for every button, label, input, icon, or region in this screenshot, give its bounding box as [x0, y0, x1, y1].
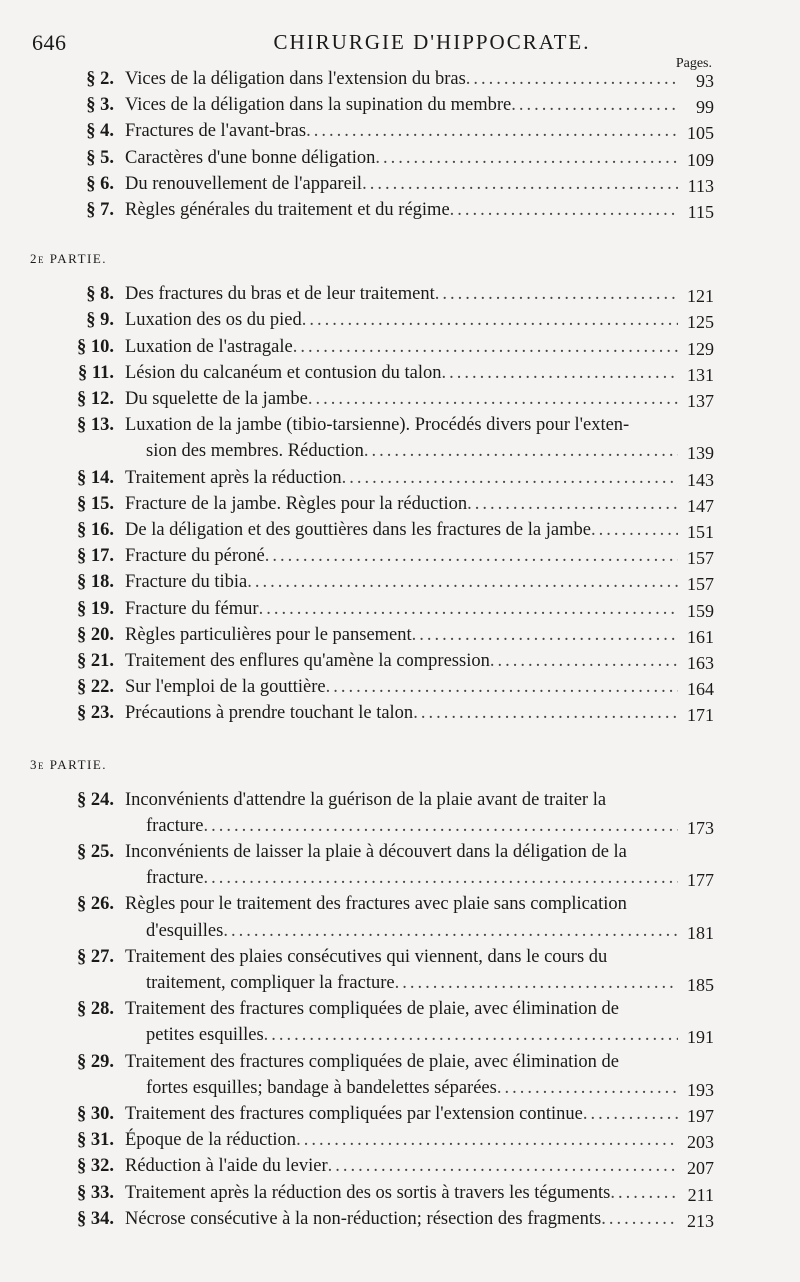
section-number: § 17.: [77, 546, 114, 567]
entry-title-line: [125, 1180, 678, 1206]
dot-leader: [293, 334, 678, 360]
entry-title-text: Fracture du tibia: [125, 572, 248, 593]
page-reference: 164: [687, 679, 714, 700]
entry-title-text: Règles particulières pour le pansement: [125, 624, 412, 645]
dot-leader: [264, 1022, 678, 1048]
dot-leader: [450, 197, 678, 223]
entry-title-text: Précautions à prendre touchant le talon: [125, 703, 414, 724]
section-number: § 15.: [77, 493, 114, 514]
entry-title-text: d'esquilles: [146, 920, 224, 941]
page-reference: 191: [687, 1027, 714, 1048]
page-reference: 121: [687, 286, 714, 307]
dot-leader: [302, 307, 678, 333]
entry-title-line: [125, 569, 678, 595]
entry-title-text: Fracture du péroné: [125, 546, 265, 567]
dot-leader: [362, 171, 678, 197]
entry-title-text: Fracture de la jambe. Règles pour la réduction: [125, 493, 468, 514]
section-number: § 25.: [77, 842, 114, 862]
entry-title-text: sion des membres. Réduction: [146, 441, 364, 462]
section-number: § 10.: [77, 336, 114, 357]
entry-title-line: [125, 839, 664, 865]
page-reference: 129: [687, 338, 714, 359]
dot-leader: [413, 700, 678, 726]
section-number: § 9.: [86, 310, 114, 331]
dot-leader: [308, 386, 678, 412]
page-reference: 213: [687, 1210, 714, 1231]
section-number: § 20.: [77, 624, 114, 645]
page-reference: 125: [687, 312, 714, 333]
dot-leader: [435, 281, 678, 307]
entry-title-line: [125, 412, 664, 438]
entry-title-line: [125, 891, 664, 917]
entry-title-text: Règles pour le traitement des fractures avec plaie sans complication: [125, 894, 627, 915]
dot-leader: [364, 438, 678, 464]
dot-leader: [204, 813, 678, 839]
page-reference: 131: [687, 364, 714, 385]
entry-title-text: Des fractures du bras et de leur traitement: [125, 284, 435, 305]
entry-title-text: Réduction à l'aide du levier: [125, 1156, 328, 1177]
page-reference: 143: [687, 469, 714, 490]
entry-title-text: Traitement des enflures qu'amène la compression: [125, 651, 490, 671]
entry-title-line: [125, 491, 678, 517]
section-number: § 33.: [77, 1182, 114, 1203]
dot-leader: [328, 1153, 678, 1179]
entry-title-line: [125, 334, 678, 360]
page-reference: 137: [687, 391, 714, 411]
dot-leader: [296, 1127, 678, 1153]
dot-leader: [375, 145, 678, 171]
entry-title-line: [146, 918, 678, 944]
dot-leader: [490, 648, 678, 674]
dot-leader: [395, 970, 678, 996]
entry-title-text: traitement, compliquer la fracture: [146, 972, 395, 993]
entry-title-line: [125, 171, 678, 197]
entry-title-line: [146, 813, 678, 839]
section-number: § 34.: [77, 1208, 114, 1229]
entry-title-text: petites esquilles: [146, 1025, 264, 1046]
dot-leader: [265, 543, 678, 569]
entry-title-line: [125, 596, 678, 622]
entry-title-line: [125, 996, 664, 1022]
dot-leader: [441, 360, 678, 386]
entry-title-text: Traitement après la réduction des os sortis à travers les téguments: [125, 1182, 611, 1203]
entry-title-text: De la déligation et des gouttières dans les fractures de la jambe: [125, 520, 591, 540]
section-number: § 28.: [77, 999, 114, 1020]
section-number: § 8.: [86, 284, 114, 305]
section-number: § 21.: [77, 651, 114, 671]
entry-title-line: [125, 543, 678, 569]
page-reference: 173: [687, 817, 714, 838]
page-reference: 157: [687, 548, 714, 569]
entry-title-text: Lésion du calcanéum et contusion du talon: [125, 362, 442, 383]
entry-title-text: Traitement après la réduction: [125, 467, 342, 488]
page-reference: 197: [687, 1106, 714, 1126]
dot-leader: [497, 1075, 678, 1101]
entry-title-text: Fracture du fémur: [125, 598, 259, 619]
page-reference: 139: [687, 443, 714, 464]
entry-title-line: [125, 386, 678, 412]
entry-title-text: Luxation des os du pied: [125, 310, 302, 331]
entry-title-line: [125, 197, 678, 223]
page-reference: 207: [687, 1158, 714, 1179]
entry-title-line: [125, 281, 678, 307]
dot-leader: [259, 596, 678, 622]
section-number: § 3.: [86, 95, 114, 116]
entry-title-text: Vices de la déligation dans la supination du membre: [125, 95, 512, 116]
page-reference: 181: [687, 922, 714, 943]
entry-title-line: [125, 1127, 678, 1153]
section-number: § 24.: [77, 789, 114, 810]
entry-title-text: fracture: [146, 815, 204, 836]
section-number: § 23.: [77, 703, 114, 724]
entry-title-line: [146, 970, 678, 996]
entry-title-line: [125, 622, 678, 648]
section-number: § 4.: [86, 121, 114, 142]
page-reference: 99: [696, 97, 714, 118]
entry-title-text: Vices de la déligation dans l'extension du bras: [125, 69, 466, 89]
entry-title-line: [146, 438, 678, 464]
section-number: § 6.: [86, 173, 114, 194]
part-heading: 3e PARTIE.: [30, 756, 108, 772]
page-reference: 185: [687, 974, 714, 995]
page-reference: 151: [687, 522, 714, 542]
page-reference: 93: [696, 71, 714, 91]
entry-title-line: [146, 1075, 678, 1101]
entry-title-text: Du squelette de la jambe: [125, 389, 308, 409]
entry-title-line: [125, 145, 678, 171]
entry-title-line: [125, 66, 678, 92]
entry-title-line: [125, 648, 678, 674]
entry-title-text: Luxation de l'astragale: [125, 336, 293, 357]
section-number: § 18.: [77, 572, 114, 593]
dot-leader: [342, 465, 678, 491]
entry-title-text: Caractères d'une bonne déligation: [125, 147, 376, 168]
entry-title-line: [125, 307, 678, 333]
entry-title-line: [125, 465, 678, 491]
pages-column-label: Pages.: [675, 56, 712, 71]
entry-title-line: [146, 865, 678, 891]
section-number: § 11.: [78, 362, 114, 383]
section-number: § 5.: [86, 147, 114, 168]
dot-leader: [511, 92, 678, 118]
entry-title-text: Traitement des fractures compliquées de plaie, avec élimination de: [125, 1051, 620, 1072]
section-number: § 31.: [77, 1130, 114, 1151]
section-number: § 19.: [77, 598, 114, 619]
page-reference: 115: [687, 202, 714, 222]
section-number: § 14.: [77, 467, 114, 488]
entry-title-text: Sur l'emploi de la gouttière: [125, 677, 326, 698]
dot-leader: [467, 491, 678, 517]
section-number: § 22.: [77, 677, 114, 698]
entry-title-text: Règles générales du traitement et du régime: [125, 200, 450, 220]
entry-title-line: [125, 1206, 678, 1232]
running-title: CHIRURGIE D'HIPPOCRATE.: [273, 30, 591, 54]
dot-leader: [306, 118, 678, 144]
page-reference: 171: [687, 705, 714, 726]
entry-title-line: [125, 700, 678, 726]
section-number: § 30.: [77, 1104, 114, 1124]
entry-title-line: [125, 517, 678, 543]
page-reference: 211: [687, 1184, 714, 1205]
entry-title-text: Traitement des fractures compliquées de plaie, avec élimination de: [125, 999, 620, 1020]
section-number: § 29.: [77, 1051, 114, 1072]
page-header: [32, 26, 772, 62]
section-number: § 7.: [86, 200, 114, 220]
entry-title-line: [125, 92, 678, 118]
entry-title-text: fracture: [146, 868, 204, 889]
dot-leader: [247, 569, 678, 595]
entry-title-text: Du renouvellement de l'appareil: [125, 173, 363, 194]
entry-title-text: Traitement des fractures compliquées par l'extension continue: [125, 1104, 583, 1124]
dot-leader: [466, 66, 678, 92]
page-reference: 109: [687, 149, 714, 170]
part-heading: 2e PARTIE.: [30, 251, 108, 267]
entry-title-text: Époque de la réduction: [125, 1130, 297, 1151]
entry-title-text: fortes esquilles; bandage à bandelettes séparées: [146, 1077, 497, 1098]
page-reference: 193: [687, 1079, 714, 1100]
section-number: § 12.: [77, 389, 114, 409]
entry-title-text: Inconvénients de laisser la plaie à découvert dans la déligation de la: [125, 842, 627, 862]
entry-title-line: [125, 944, 664, 970]
dot-leader: [223, 918, 678, 944]
entry-title-text: Inconvénients d'attendre la guérison de la plaie avant de traiter la: [125, 789, 607, 810]
section-number: § 26.: [77, 894, 114, 915]
entry-title-line: [125, 1101, 678, 1127]
page-reference: 163: [687, 653, 714, 673]
section-number: § 16.: [77, 520, 114, 540]
entry-title-line: [125, 118, 678, 144]
page-number: 646: [32, 30, 67, 55]
dot-leader: [326, 674, 678, 700]
entry-title-line: [125, 787, 664, 813]
dot-leader: [412, 622, 678, 648]
page-reference: 203: [687, 1132, 714, 1153]
entry-title-line: [125, 1153, 678, 1179]
entry-title-line: [125, 674, 678, 700]
page-reference: 159: [687, 600, 714, 621]
entry-title-text: Luxation de la jambe (tibio-tarsienne). Procédés divers pour l'exten-: [125, 415, 630, 436]
entry-title-line: [125, 1049, 664, 1075]
page-reference: 177: [687, 870, 714, 891]
page-reference: 161: [687, 626, 714, 647]
dot-leader: [204, 865, 678, 891]
page-reference: 147: [687, 495, 714, 516]
section-number: § 13.: [77, 415, 114, 436]
page-reference: 157: [687, 574, 714, 595]
section-number: § 27.: [77, 946, 114, 967]
entry-title-text: Nécrose consécutive à la non-réduction; résection des fragments: [125, 1208, 602, 1229]
section-number: § 32.: [77, 1156, 114, 1177]
page-reference: 105: [687, 123, 714, 144]
section-number: § 2.: [86, 69, 114, 89]
page-reference: 113: [687, 175, 714, 196]
entry-title-line: [125, 360, 678, 386]
entry-title-text: Fractures de l'avant-bras: [125, 121, 307, 142]
entry-title-text: Traitement des plaies consécutives qui viennent, dans le cours du: [125, 946, 608, 967]
entry-title-line: [146, 1022, 678, 1048]
